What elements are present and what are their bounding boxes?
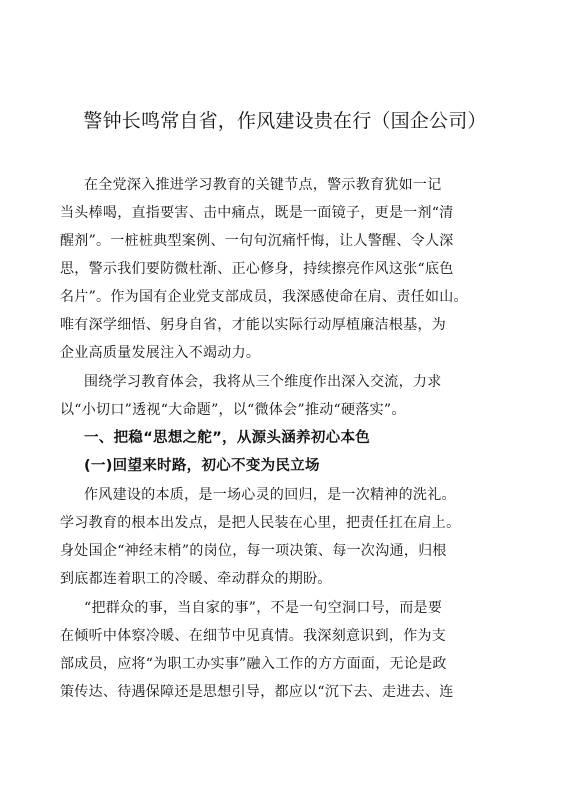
paragraph-line: 学习教育的根本出发点，是把人民装在心里，把责任扛在肩上。 xyxy=(60,515,461,531)
paragraph-line: 醒剂”。一桩桩典型案例、一句句沉痛忏悔，让人警醒、令人深 xyxy=(60,233,454,249)
paragraph-line: 身处国企“神经末梢”的岗位，每一项决策、每一次沟通，归根 xyxy=(60,543,447,559)
section-heading: 一、把稳“思想之舵”，从源头涵养初心本色 xyxy=(84,430,371,446)
paragraph-line: 在倾听中体察冷暖、在细节中见真情。我深刻意识到，作为支 xyxy=(60,628,447,644)
paragraph-line: 名片”。作为国有企业党支部成员，我深感使命在肩、责任如山。 xyxy=(60,289,468,305)
paragraph-line: “把群众的事，当自家的事”，不是一句空洞口号，而是要 xyxy=(84,600,443,616)
paragraph-line: 唯有深学细悟、躬身自省，才能以实际行动厚植廉洁根基，为 xyxy=(60,317,447,333)
subsection-heading: (一)回望来时路，初心不变为民立场 xyxy=(84,458,320,474)
document-title: 警钟长鸣常自省，作风建设贵在行（国企公司） xyxy=(83,110,487,132)
paragraph-line: 企业高质量发展注入不竭动力。 xyxy=(60,345,261,361)
paragraph-line: 以“小切口”透视“大命题”，以“微体会”推动“硬落实”。 xyxy=(60,402,406,418)
paragraph-line: 到底都连着职工的冷暖、牵动群众的期盼。 xyxy=(60,571,332,587)
paragraph-line: 思，警示我们要防微杜渐、正心修身，持续擦亮作风这张“底色 xyxy=(60,261,454,277)
paragraph-line: 当头棒喝，直指要害、击中痛点，既是一面镜子，更是一剂“清 xyxy=(60,205,454,221)
paragraph-line: 策传达、待遇保障还是思想引导，都应以“沉下去、走进去、连 xyxy=(60,684,454,700)
paragraph-line: 围绕学习教育体会，我将从三个维度作出深入交流，力求 xyxy=(84,374,442,390)
paragraph-line: 作风建设的本质，是一场心灵的回归，是一次精神的洗礼。 xyxy=(84,487,456,503)
paragraph-line: 部成员，应将“为职工办实事”融入工作的方方面面，无论是政 xyxy=(60,656,447,672)
paragraph-line: 在全党深入推进学习教育的关键节点，警示教育犹如一记 xyxy=(84,177,442,193)
